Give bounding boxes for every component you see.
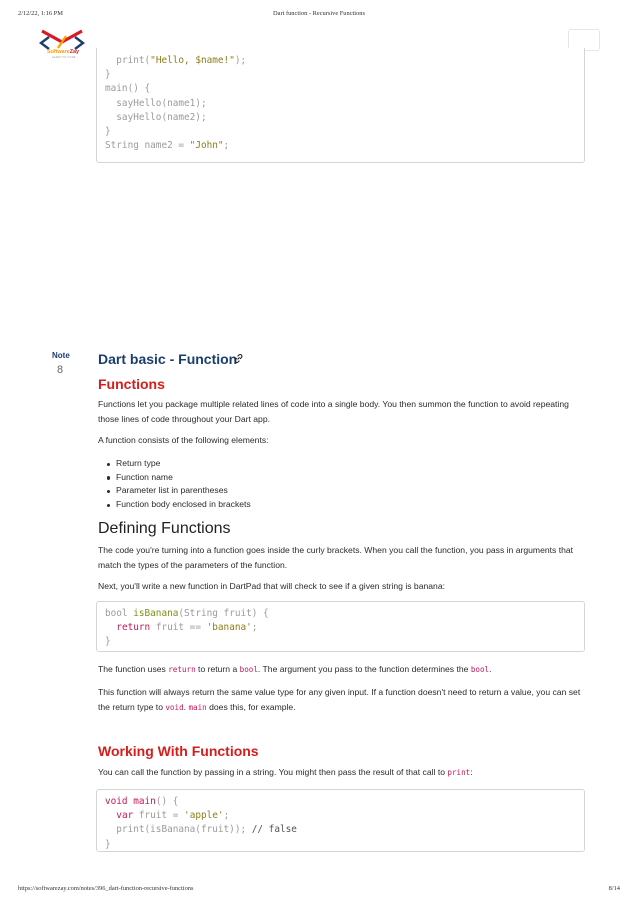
function-elements-list <box>107 457 251 512</box>
working-functions-heading: Working With Functions <box>98 743 259 759</box>
code-block-sayhello <box>96 48 585 163</box>
code-block-isbanana <box>96 601 585 652</box>
page-title: Dart basic - Function <box>98 351 238 367</box>
functions-heading: Functions <box>98 376 165 392</box>
defining-para-3: The function uses return to return a bool. The argument you pass to the function determines the bool. <box>98 664 492 674</box>
print-datetime: 2/12/22, 1:16 PM <box>18 10 63 17</box>
working-para: You can call the function by passing in a string. You might then pass the result of that call to print: <box>98 767 473 777</box>
code-text: bool isBanana(String fruit) { return fruit == 'banana'; } <box>105 608 269 648</box>
defining-para-4: This function will always return the same value type for any given input. If a function doesn't need to return a value, you can set the return type to void. main does this, for example. <box>98 687 581 712</box>
functions-para-1: Functions let you package multiple related lines of code into a single body. You then summon the function to avoid repeating those lines of code throughout your Dart app. <box>98 399 569 424</box>
defining-para-2: Next, you'll write a new function in DartPad that will check to see if a given string is banana: <box>98 581 445 591</box>
link-icon[interactable] <box>233 353 244 364</box>
print-title: Dart function - Recursive Functions <box>273 10 365 17</box>
list-item: Function name <box>107 471 251 485</box>
code-text: void main() { var fruit = 'apple'; print(isBanana(fruit)); // false } <box>105 796 297 850</box>
print-url: https://softwarezay.com/notes/396_dart-function-recursive-functions <box>18 885 194 892</box>
logo-tagline: LEARN TO CODE <box>52 56 76 59</box>
logo-wordmark: SoftwareZay <box>47 49 80 55</box>
defining-para-1: The code you're turning into a function goes inside the curly brackets. When you call the function, you pass in arguments that match the types of the parameters of the function. <box>98 545 574 570</box>
code-block-main-print <box>96 789 585 852</box>
list-item: Parameter list in parentheses <box>107 484 251 498</box>
functions-para-2: A function consists of the following elements: <box>98 435 269 445</box>
print-page-number: 8/14 <box>608 885 620 892</box>
code-text: print("Hello, $name!"); } main() { sayHello(name1); sayHello(name2); } String name2 = "John"; <box>105 55 247 152</box>
note-label: Note <box>52 351 70 360</box>
note-number: 8 <box>57 364 64 376</box>
list-item: Function body enclosed in brackets <box>107 498 251 512</box>
defining-functions-heading: Defining Functions <box>98 520 231 537</box>
list-item: Return type <box>107 457 251 471</box>
